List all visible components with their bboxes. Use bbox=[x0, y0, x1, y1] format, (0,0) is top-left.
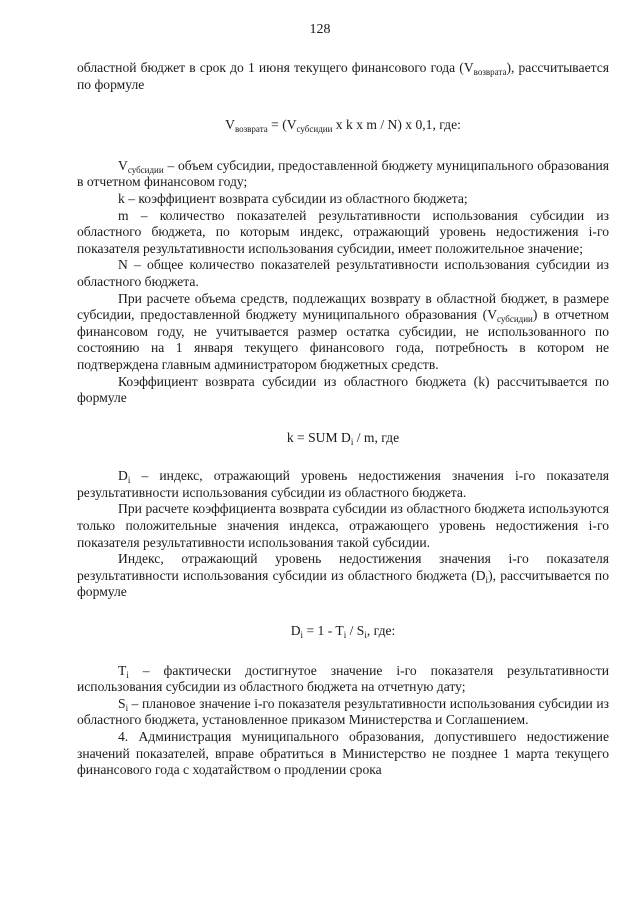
definition-d: $D_i$ – индекс, отражающий уровень недостижения значения i-го показателя результативности использования субсидии из областного бюджета. bbox=[77, 468, 609, 500]
paragraph-calculation-note: При расчете объема средств, подлежащих возврату в областной бюджет, в размере субсидии, предоставленной бюджету муниципального образования $(V_{субсидии})$ в отчетном финансовом году, не учитывается размер остатка субсидии, не использованного по состоянию на 1 января текущего финансового года, потребность в котором не подтверждена главным администратором бюджетных средств. bbox=[77, 290, 609, 372]
definition-m: m – количество показателей результативности использования субсидии из областного бюджета, по которым индекс, отражающий уровень недостижения i-го показателя результативности использования субсидии, имеет положительное значение; bbox=[77, 207, 609, 256]
page-number: 128 bbox=[309, 22, 331, 37]
document-body bbox=[77, 60, 609, 779]
definition-v-subsidy: $V_{субсидии}$ – объем субсидии, предоставленной бюджету муниципального образования в отчетном финансовом году; bbox=[77, 157, 609, 190]
definition-k: k – коэффициент возврата субсидии из областного бюджета; bbox=[118, 190, 468, 206]
paragraph-coefficient: Коэффициент возврата субсидии из областного бюджета (k) рассчитывается по формуле bbox=[77, 373, 609, 406]
definition-n: N – общее количество показателей результативности использования субсидии из областного бюджета. bbox=[77, 257, 609, 289]
definition-s: $S_i$ – плановое значение i-го показателя результативности использования субсидии из областного бюджета, установленное приказом Министерства и Соглашением. bbox=[77, 695, 609, 728]
formula-coefficient: k = SUM $D_i$ / m, где bbox=[286, 429, 400, 447]
paragraph-item-4: 4. Администрация муниципального образования, допустившего недостижение значений показателей, вправе обратиться в Министерство не позднее 1 марта текущего финансового года с ходатайством о продлении срока bbox=[77, 729, 609, 778]
definition-t: $T_i$ – фактически достигнутое значение i-го показателя результативности использования субсидии из областного бюджета на отчетную дату; bbox=[77, 662, 609, 695]
formula-index: $D_i = 1 - T_i / S_i$, где: bbox=[290, 623, 396, 641]
paragraph-index: Индекс, отражающий уровень недостижения значения i-го показателя результативности использования субсидии из областного бюджета $(D_i)$, рассчитывается по формуле bbox=[77, 551, 609, 600]
paragraph-positive-values: При расчете коэффициента возврата субсидии из областного бюджета используются только положительные значения индекса, отражающего уровень недостижения i-го показателя результативности использования такой субсидии. bbox=[77, 501, 609, 550]
paragraph-return-deadline: областной бюджет в срок до 1 июня текущего финансового года $(V_{возврата})$, рассчитывается по формуле bbox=[77, 60, 609, 92]
formula-return-volume: $V_{возврата} = (V_{субсидии}$ x k x m / N) x 0,1, где: bbox=[225, 117, 461, 135]
